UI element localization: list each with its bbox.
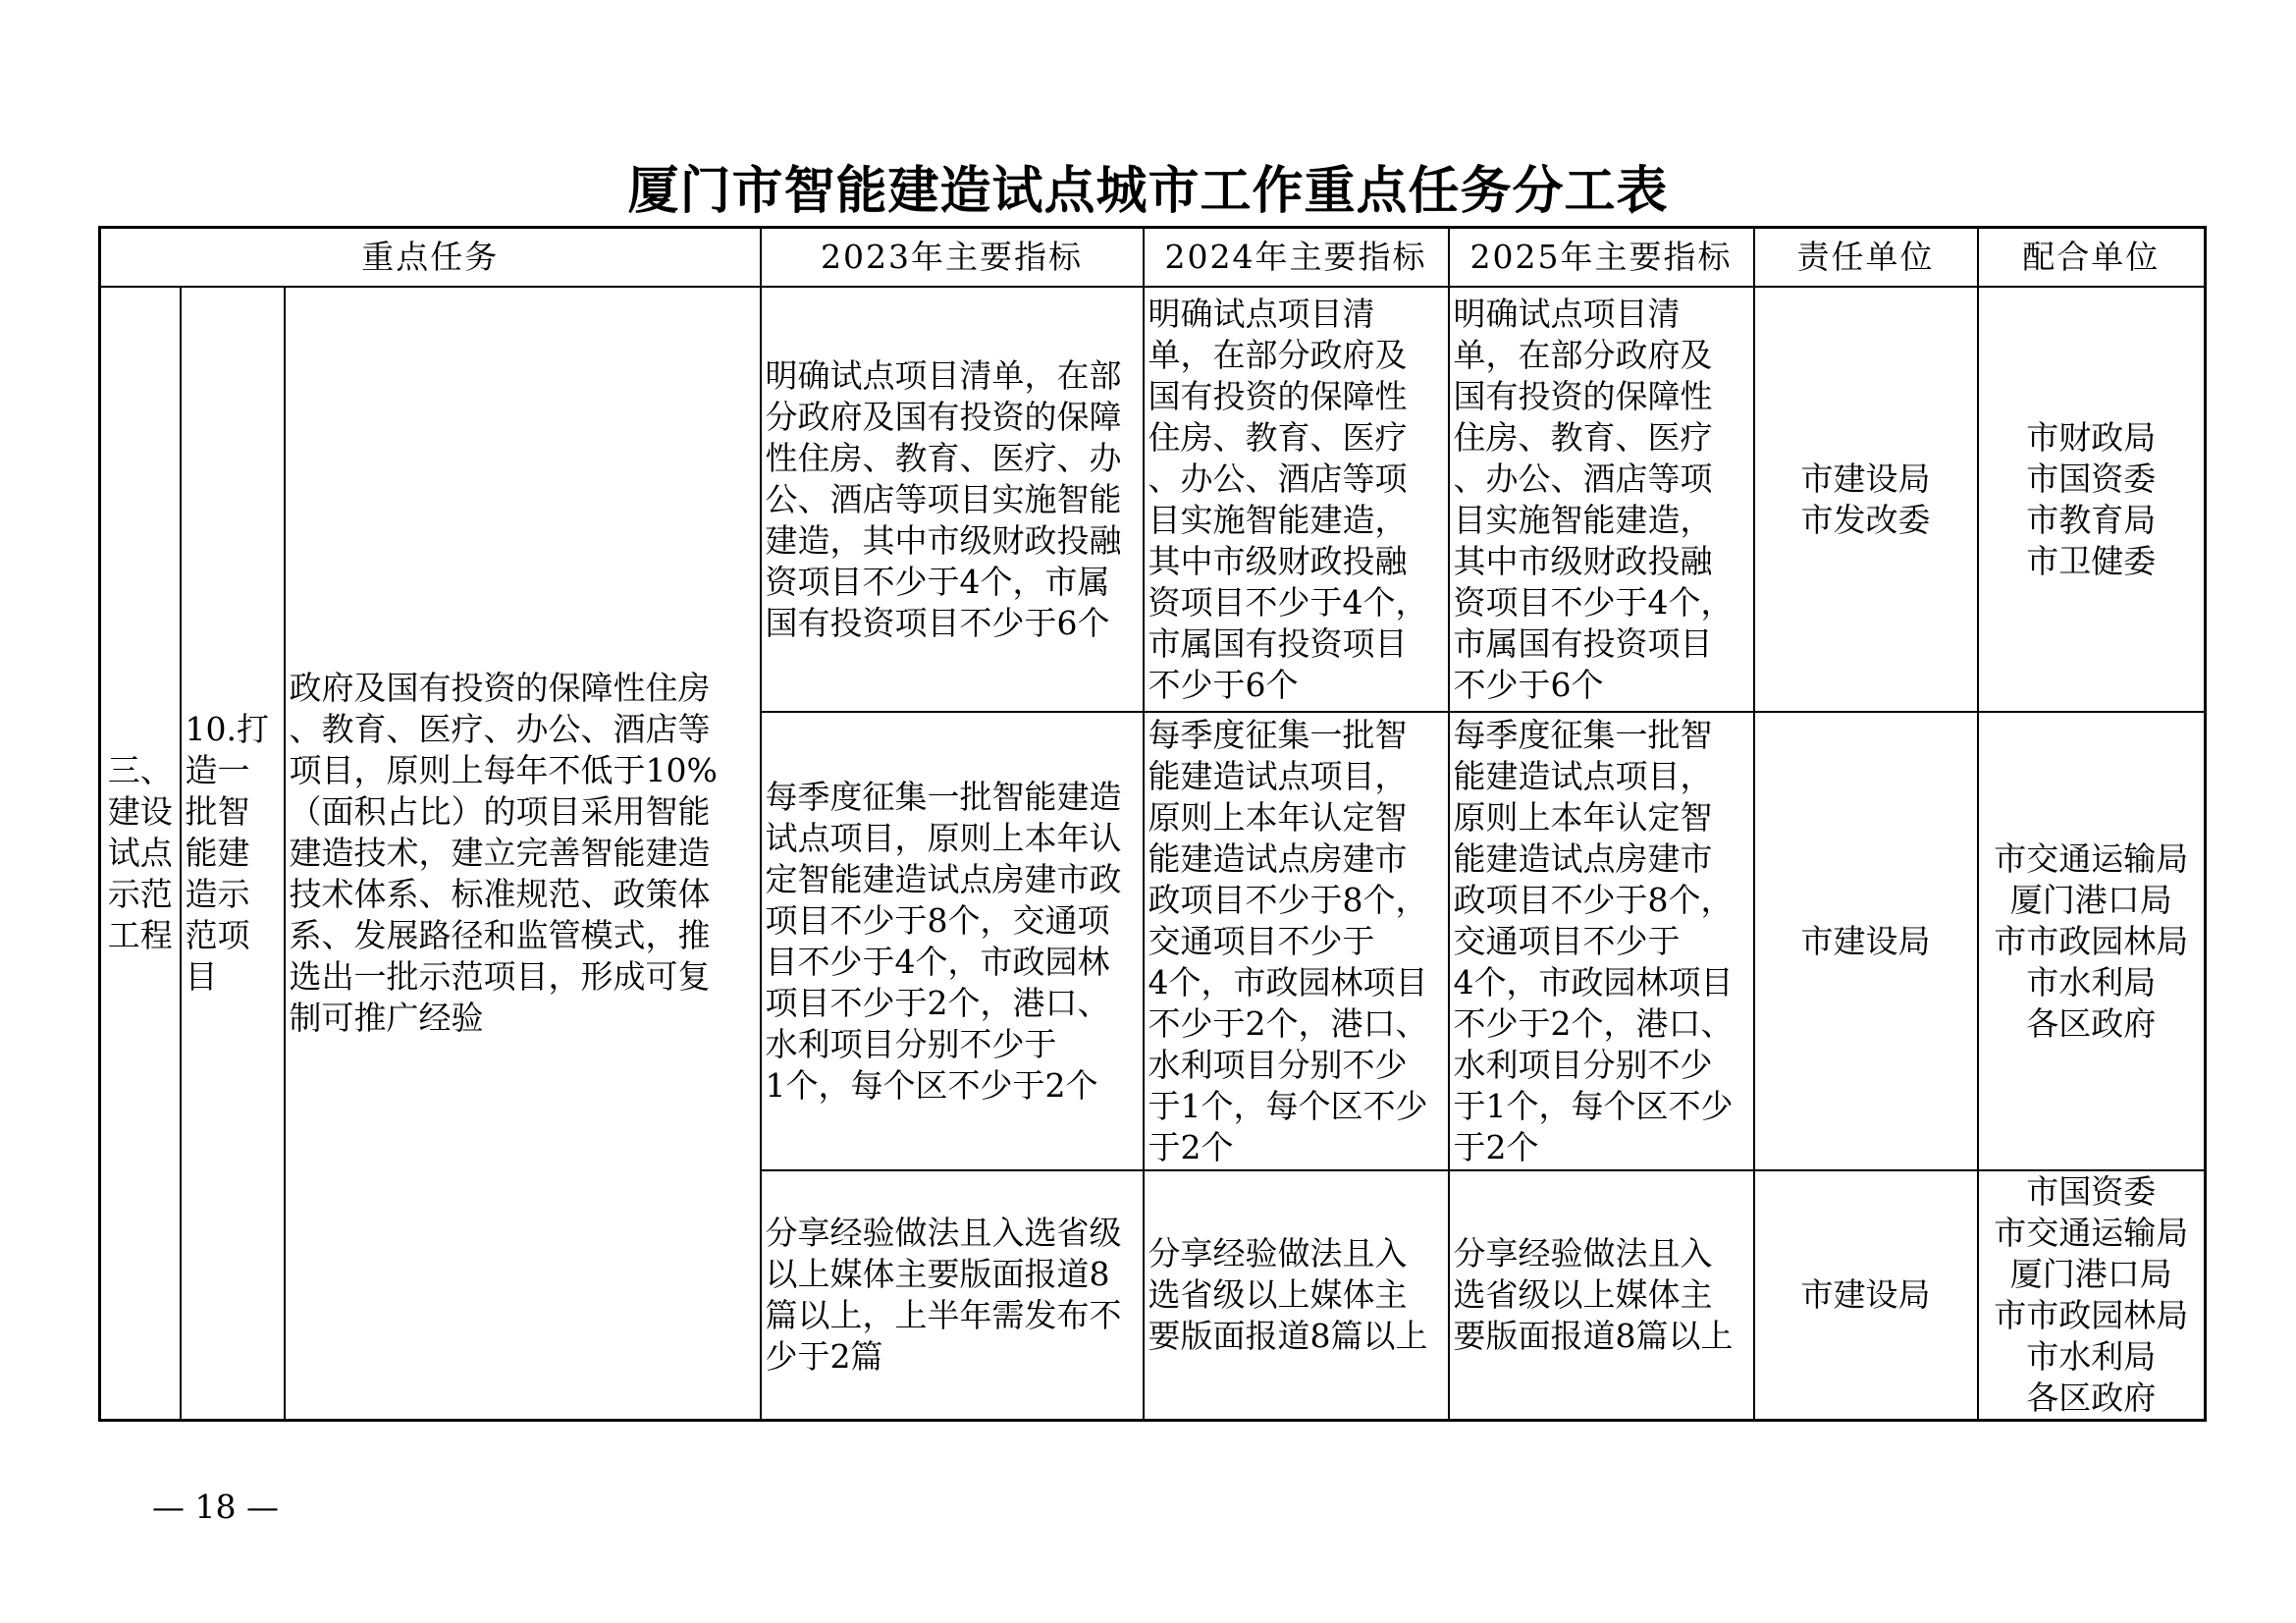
cooperating-unit-cell: 市财政局 市国资委 市教育局 市卫健委 xyxy=(1978,287,2206,712)
header-cooperating: 配合单位 xyxy=(1978,228,2206,288)
table-row xyxy=(100,287,2206,712)
header-2023: 2023年主要指标 xyxy=(761,228,1144,288)
header-responsible: 责任单位 xyxy=(1754,228,1978,288)
header-2025: 2025年主要指标 xyxy=(1449,228,1754,288)
cooperating-unit-cell: 市国资委 市交通运输局 厦门港口局 市市政园林局 市水利局 各区政府 xyxy=(1978,1170,2206,1421)
header-task: 重点任务 xyxy=(100,228,761,288)
document-title: 厦门市智能建造试点城市工作重点任务分工表 xyxy=(627,161,1669,221)
indicator-2024-cell: 分享经验做法且入 选省级以上媒体主 要版面报道8篇以上 xyxy=(1144,1170,1449,1421)
responsible-unit-cell: 市建设局 市发改委 xyxy=(1754,287,1978,712)
indicator-2024-cell: 每季度征集一批智 能建造试点项目， 原则上本年认定智 能建造试点房建市 政项目不少于8个， 交通项目不少于 4个，市政园林项目 不少于2个，港口、 水利项目分别不少 于1个，每个区不少 于2个 xyxy=(1144,712,1449,1170)
cooperating-unit-cell: 市交通运输局 厦门港口局 市市政园林局 市水利局 各区政府 xyxy=(1978,712,2206,1170)
description-cell: 政府及国有投资的保障性住房 、教育、医疗、办公、酒店等 项目，原则上每年不低于10% （面积占比）的项目采用智能 建造技术，建立完善智能建造 技术体系、标准规范、政策体 系、发展路径和监管模式，推 选出一批示范项目，形成可复 制可推广经验 xyxy=(285,287,761,1421)
indicator-2023-cell: 明确试点项目清单，在部 分政府及国有投资的保障 性住房、教育、医疗、办 公、酒店等项目实施智能 建造，其中市级财政投融 资项目不少于4个，市属 国有投资项目不少于6个 xyxy=(761,287,1144,712)
indicator-2025-cell: 明确试点项目清 单，在部分政府及 国有投资的保障性 住房、教育、医疗 、办公、酒店等项 目实施智能建造， 其中市级财政投融 资项目不少于4个， 市属国有投资项目 不少于6个 xyxy=(1449,287,1754,712)
indicator-2023-cell: 分享经验做法且入选省级 以上媒体主要版面报道8 篇以上，上半年需发布不 少于2篇 xyxy=(761,1170,1144,1421)
indicator-2023-cell: 每季度征集一批智能建造 试点项目，原则上本年认 定智能建造试点房建市政 项目不少于8个，交通项 目不少于4个，市政园林 项目不少于2个，港口、 水利项目分别不少于 1个，每个区不少于2个 xyxy=(761,712,1144,1170)
responsible-unit-cell: 市建设局 xyxy=(1754,1170,1978,1421)
page-number: — 18 — xyxy=(152,1488,279,1526)
task-table xyxy=(98,226,2207,1422)
responsible-unit-cell: 市建设局 xyxy=(1754,712,1978,1170)
indicator-2025-cell: 每季度征集一批智 能建造试点项目， 原则上本年认定智 能建造试点房建市 政项目不少于8个， 交通项目不少于 4个，市政园林项目 不少于2个，港口、 水利项目分别不少 于1个，每个区不少 于2个 xyxy=(1449,712,1754,1170)
item-cell: 10.打 造一 批智 能建 造示 范项 目 xyxy=(181,287,285,1421)
header-2024: 2024年主要指标 xyxy=(1144,228,1449,288)
category-cell: 三、 建设 试点 示范 工程 xyxy=(100,287,181,1421)
indicator-2025-cell: 分享经验做法且入 选省级以上媒体主 要版面报道8篇以上 xyxy=(1449,1170,1754,1421)
table-header-row xyxy=(100,228,2206,288)
indicator-2024-cell: 明确试点项目清 单，在部分政府及 国有投资的保障性 住房、教育、医疗 、办公、酒店等项 目实施智能建造， 其中市级财政投融 资项目不少于4个， 市属国有投资项目 不少于6个 xyxy=(1144,287,1449,712)
